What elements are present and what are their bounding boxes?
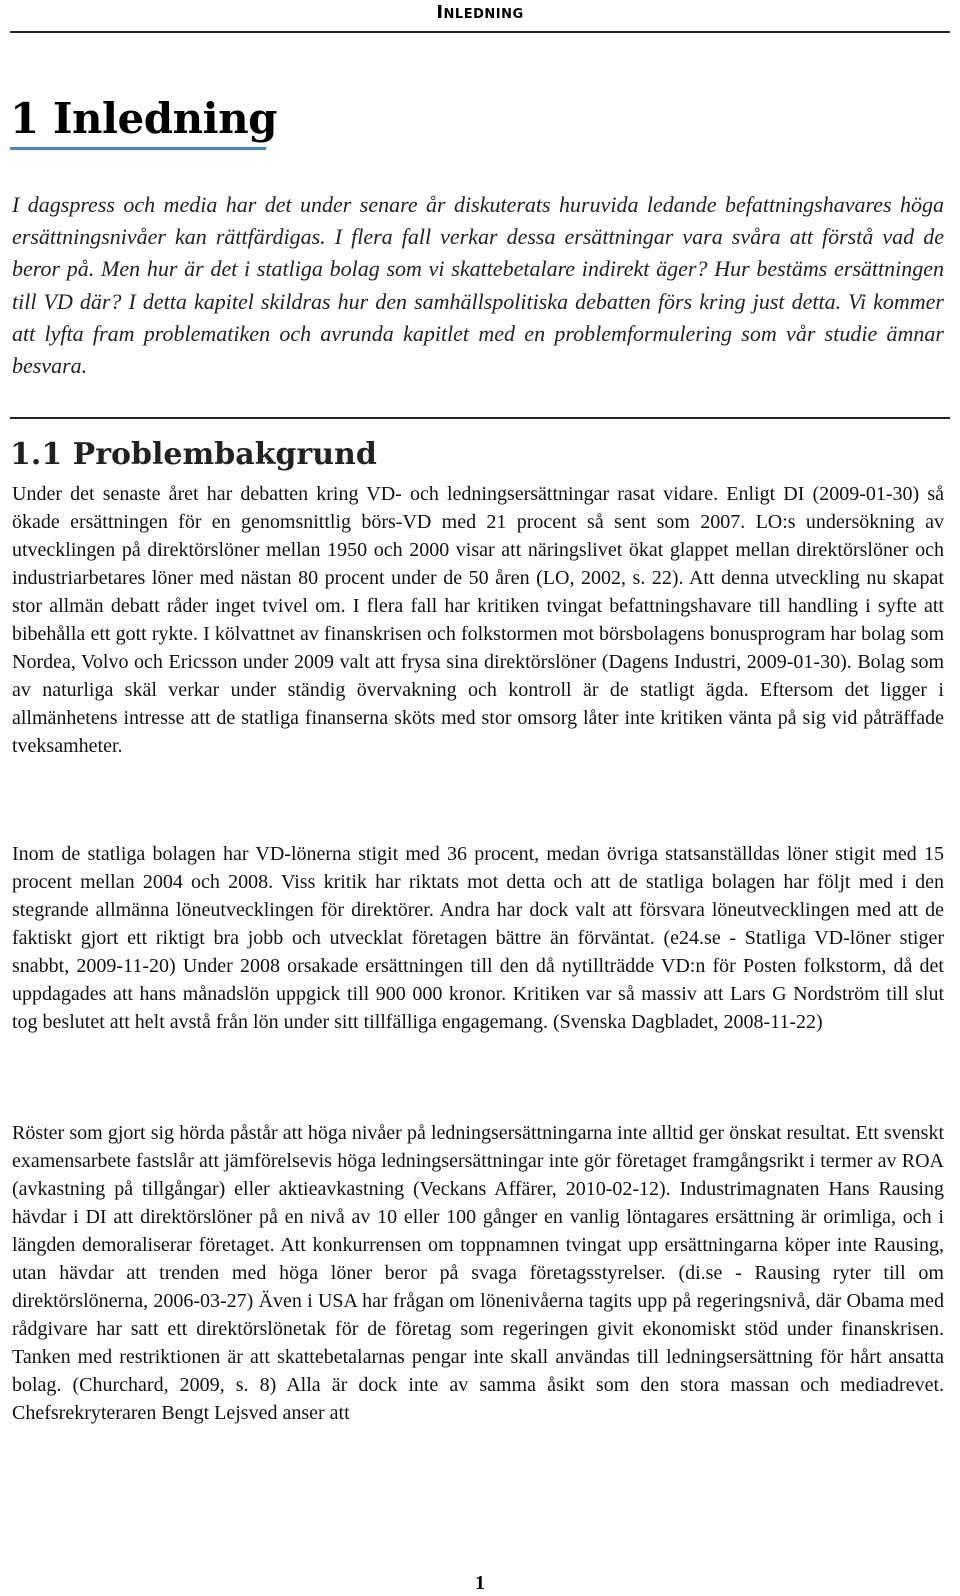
body-paragraph: Inom de statliga bolagen har VD-lönerna stigit med 36 procent, medan övriga statsanställdas löner stigit med 15 procent mellan 2004 och 2008. Viss kritik har riktats mot detta och att de statliga bolagen har följt med i den stegrande allmänna löneutvecklingen för direktörer. Andra har dock valt att försvara löneutvecklingen med att de faktiskt gjort ett riktigt bra jobb och utvecklat företagen bättre än förväntat. (e24.se - Statliga VD-löner stiger snabbt, 2009-11-20) Under 2008 orsakade ersättningen till den då nytillträdde VD:n för Posten folkstorm, då det uppdagades att hans månadslön uppgick till 900 000 kronor. Kritiken var så massiv att Lars G Nordström till slut tog beslutet att helt avstå från lön under sitt tillfälliga engagemang. (Svenska Dagbladet, 2008-11-22)	[12, 843, 944, 1033]
chapter-title-underline	[10, 147, 266, 150]
section-title: 1.1 Problembakgrund	[10, 437, 377, 472]
running-header: Inledning	[436, 2, 524, 23]
page-number: 1	[475, 1572, 485, 1594]
chapter-intro: I dagspress och media har det under senare år diskuterats huruvida ledande befattningshavares höga ersättningsnivåer kan rättfärdigas. I flera fall verkar dessa ersättningar vara svåra att förstå vad de beror på. Men hur är det i statliga bolag som vi skattebetalare indirekt äger? Hur bestäms ersättningen till VD där? I detta kapitel skildras hur den samhällspolitiska debatten förs kring just detta. Vi kommer att lyfta fram problematiken och avrunda kapitlet med en problemformulering som vår studie ämnar besvara.	[12, 192, 944, 379]
intro-divider	[10, 417, 950, 419]
body-paragraph: Under det senaste året har debatten kring VD- och ledningsersättningar rasat vidare. Enligt DI (2009-01-30) så ökade ersättningen för en genomsnittlig börs-VD med 21 procent så sent som 2007. LO:s undersökning av utvecklingen på direktörslöner mellan 1950 och 2000 visar att näringslivet ökat glappet mellan direktörslöner och industriarbetares löner med nästan 80 procent under de 50 åren (LO, 2002, s. 22). Att denna utveckling nu skapat stor allmän debatt råder inget tvivel om. I flera fall har kritiken tvingat befattningshavare till handling i syfte att bibehålla ett gott rykte. I kölvattnet av finanskrisen och folkstormen mot börsbolagens bonusprogram har bolag som Nordea, Volvo och Ericsson under 2009 valt att frysa sina direktörslöner (Dagens Industri, 2009-01-30). Bolag som av naturliga skäl verkar under ständig övervakning och kontroll är de statligt ägda. Eftersom det ligger i allmänhetens intresse att de statliga finanserna sköts med stor omsorg låter inte kritiken vänta på sig vid påträffade tveksamheter.	[12, 483, 944, 757]
chapter-title: 1 Inledning	[10, 94, 277, 143]
header-divider	[10, 31, 950, 33]
body-paragraph: Röster som gjort sig hörda påstår att höga nivåer på ledningsersättningarna inte alltid ger önskat resultat. Ett svenskt examensarbete fastslår att jämförelsevis höga ledningsersättningar inte gör företaget framgångsrikt i termer av ROA (avkastning på tillgångar) eller aktieavkastning (Veckans Affärer, 2010-02-12). Industrimagnaten Hans Rausing hävdar i DI att direktörslöner på en nivå av 10 eller 100 gånger en vanlig löntagares ersättning är orimliga, och i längden demoraliserar företaget. Att konkurrensen om toppnamnen tvingat upp ersättningarna köper inte Rausing, utan hävdar att trenden med höga löner beror på svaga företagsstyrelser. (di.se - Rausing ryter till om direktörslönerna, 2006-03-27) Även i USA har frågan om lönenivåerna tagits upp på regeringsnivå, där Obama med rådgivare har satt ett direktörslönetak för de företag som regeringen givit ekonomiskt stöd under finanskrisen. Tanken med restriktionen är att skattebetalarnas pengar inte skall användas till ledningsersättning för hårt ansatta bolag. (Churchard, 2009, s. 8) Alla är dock inte av samma åsikt som den stora massan och mediadrevet. Chefsrekryteraren Bengt Lejsved anser att	[12, 1122, 944, 1424]
